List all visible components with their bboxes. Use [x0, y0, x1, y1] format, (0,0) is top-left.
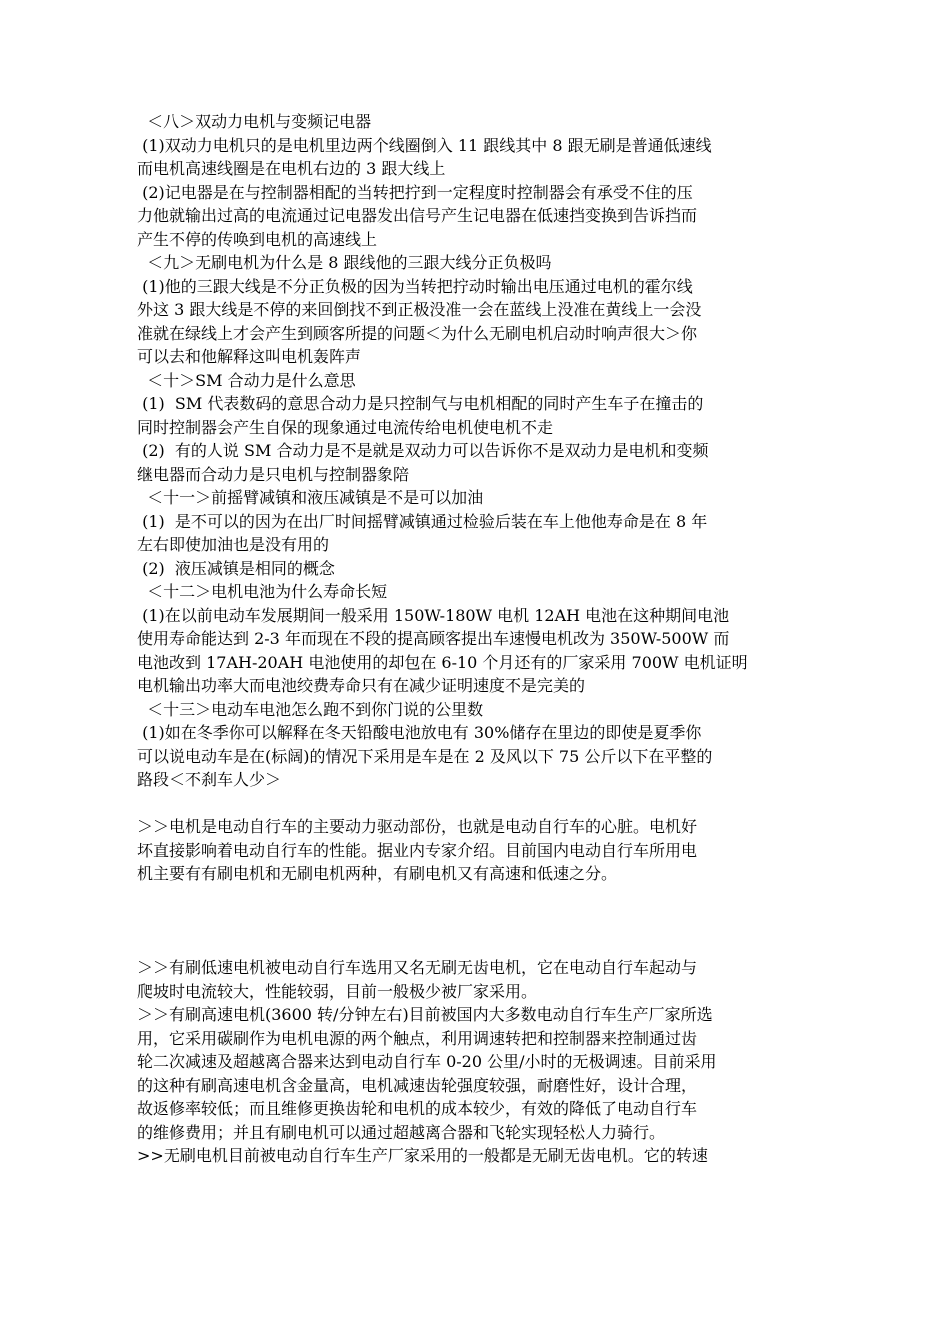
text-line: (2)记电器是在与控制器相配的当转把拧到一定程度时控制器会有承受不住的压: [137, 182, 693, 202]
blank-line: [137, 909, 822, 933]
text-line: 力他就输出过高的电流通过记电器发出信号产生记电器在低速挡变换到告诉挡而: [137, 206, 698, 225]
text-line: (1)他的三跟大线是不分正负极的因为当转把拧动时输出电压通过电机的霍尔线: [137, 276, 693, 296]
text-line: 的维修费用；并且有刷电机可以通过超越离合器和飞轮实现轻松人力骑行。: [137, 1122, 666, 1142]
text-line: 可以去和他解释这叫电机轰阵声: [137, 347, 362, 366]
text-line: ＞＞有刷高速电机(3600 转/分钟左右)目前被国内大多数电动自行车生产厂家所选: [137, 1005, 713, 1024]
text-line: 路段＜不刹车人少＞: [137, 770, 282, 789]
text-line: 故返修率较低；而且维修更换齿轮和电机的成本较少，有效的降低了电动自行车: [137, 1099, 698, 1118]
text-line: 爬坡时电流较大，性能较弱，目前一般极少被厂家采用。: [137, 981, 538, 1001]
text-line: (2) 有的人说 SM 合动力是不是就是双动力可以告诉你不是双动力是电机和变频: [137, 441, 709, 460]
text-line: 使用寿命能达到 2-3 年而现在不段的提高顾客提出车速慢电机改为 350W-500W 而: [137, 629, 730, 648]
text-line: ＜九＞无刷电机为什么是 8 跟线他的三跟大线分正负极吗: [137, 253, 552, 272]
text-line: (1)双动力电机只的是电机里边两个线圈倒入 11 跟线其中 8 跟无刷是普通低速线: [137, 135, 712, 155]
text-line: 而电机高速线圈是在电机右边的 3 跟大线上: [137, 159, 446, 178]
text-line: >>无刷电机目前被电动自行车生产厂家采用的一般都是无刷无齿电机。它的转速: [137, 1146, 708, 1165]
text-line: 电机输出功率大而电池绞费寿命只有在减少证明速度不是完美的: [137, 676, 586, 695]
text-line: 轮二次减速及超越离合器来达到电动自行车 0-20 公里/小时的无极调速。目前采用: [137, 1052, 717, 1071]
text-line: (2) 液压减镇是相同的概念: [137, 558, 335, 578]
text-line: ＜八＞双动力电机与变频记电器: [137, 112, 372, 131]
text-line: ＞＞电机是电动自行车的主要动力驱动部份，也就是电动自行车的心脏。电机好: [137, 817, 698, 836]
text-line: ＞＞有刷低速电机被电动自行车选用又名无刷无齿电机，它在电动自行车起动与: [137, 958, 698, 977]
text-line: 继电器而合动力是只电机与控制器象陪: [137, 464, 410, 484]
blank-line: [137, 792, 822, 816]
text-line: 的这种有刷高速电机含金量高，电机减速齿轮强度较强，耐磨性好，设计合理，: [137, 1075, 698, 1095]
text-line: (1) SM 代表数码的意思合动力是只控制气与电机相配的同时产生车子在撞击的: [137, 394, 704, 413]
text-line: 电池改到 17AH-20AH 电池使用的却包在 6-10 个月还有的厂家采用 700W 电机证明: [137, 652, 748, 672]
text-line: 机主要有有刷电机和无刷电机两种，有刷电机又有高速和低速之分。: [137, 864, 618, 883]
text-line: 产生不停的传唤到电机的高速线上: [137, 229, 378, 249]
text-line: 用，它采用碳刷作为电机电源的两个触点，利用调速转把和控制器来控制通过齿: [137, 1028, 698, 1048]
text-line: 可以说电动车是在(标阔)的情况下采用是车是在 2 及风以下 75 公斤以下在平整的: [137, 746, 713, 766]
text-line: (1)如在冬季你可以解释在冬天铅酸电池放电有 30%储存在里边的即使是夏季你: [137, 723, 702, 742]
blank-line: [137, 886, 822, 910]
text-line: 同时控制器会产生自保的现象通过电流传给电机使电机不走: [137, 417, 554, 437]
text-line: ＜十＞SM 合动力是什么意思: [137, 370, 356, 390]
text-line: 外这 3 跟大线是不停的来回倒找不到正极没准一会在蓝线上没准在黄线上一会没: [137, 300, 702, 319]
text-line: ＜十二＞电机电池为什么寿命长短: [137, 582, 388, 601]
text-line: 左右即使加油也是没有用的: [137, 535, 330, 554]
text-line: ＜十一＞前摇臂减镇和液压减镇是不是可以加油: [137, 488, 484, 507]
text-line: 坏直接影响着电动自行车的性能。据业内专家介绍。目前国内电动自行车所用电: [137, 840, 698, 860]
text-line: (1) 是不可以的因为在出厂时间摇臂减镇通过检验后装在车上他他寿命是在 8 年: [137, 511, 708, 531]
text-line: ＜十三＞电动车电池怎么跑不到你门说的公里数: [137, 699, 484, 719]
text-line: 准就在绿线上才会产生到顾客所提的问题＜为什么无刷电机启动时响声很大＞你: [137, 323, 698, 343]
blank-line: [137, 933, 822, 957]
text-line: (1)在以前电动车发展期间一般采用 150W-180W 电机 12AH 电池在这种期间电池: [137, 605, 730, 625]
document-body: [137, 110, 822, 1168]
